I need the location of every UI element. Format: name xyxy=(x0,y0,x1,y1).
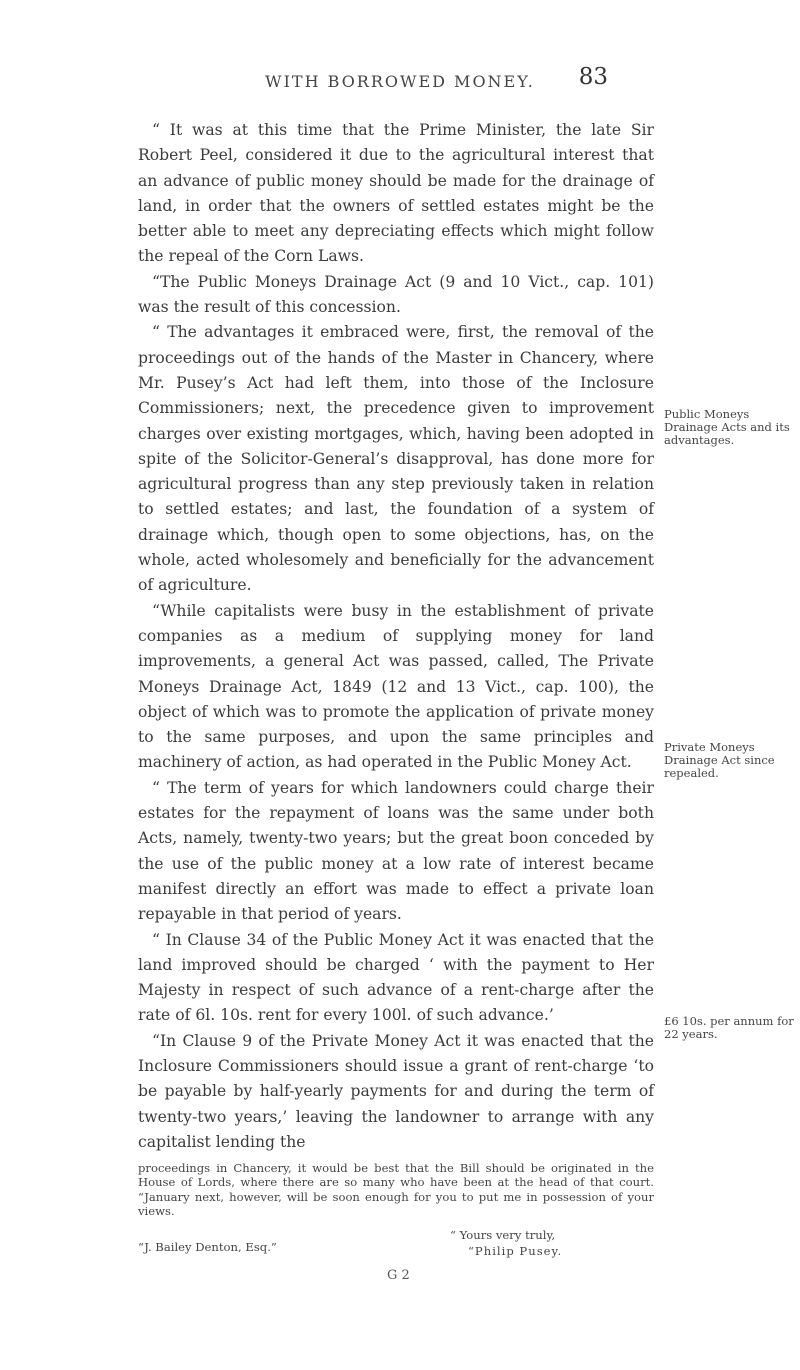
paragraph: “ It was at this time that the Prime Minister, the late Sir Robert Peel, considered it due to the agricultural interest that an advance of public money should be made for the drainage of land, in order that the owners of settled estates might be the better able to meet any depreciating effects which might follow the repeal of the Corn Laws. xyxy=(138,121,654,266)
paragraph: “ The term of years for which landowners could charge their estates for the repayment of loans was the same under both Acts, namely, twenty-two years; but the great boon conceded by the use of the public money at a low rate of interest became manifest directly an effort was made to effect a private loan repayable in that period of years. xyxy=(138,778,654,924)
footnote-text: proceedings in Chancery, it would be best that the Bill should be originated in the House of Lords, where there are so many who have been at the head of that court. “January next, however, will be soon enough for you to put me in possession of your views. xyxy=(138,1161,654,1219)
paragraph: “ The advantages it embraced were, first, the removal of the proceedings out of the hands of the Master in Chancery, where Mr. Pusey’s Act had left them, into those of the Inclosure Commissioners; next, the precedence given to improvement charges over existing mortgages, which, having been adopted in spite of the Solicitor-General’s disapproval, has done more for agricultural progress than any step previously taken in relation to settled estates; and last, the foundation of a system of drainage which, though open to some objections, has, on the whole, acted wholesomely and beneficially for the advancement of agriculture. xyxy=(138,323,654,595)
printer-signature-mark: G 2 xyxy=(387,1268,410,1283)
paragraph: “ In Clause 34 of the Public Money Act it was enacted that the land improved should be charged ‘ with the payment to Her Majesty in respect of such advance of a rent-charge after the rate of 6l. 10s. rent for every 100l. of such advance.’ xyxy=(138,930,654,1025)
page-number: 83 xyxy=(578,64,608,90)
footnote xyxy=(138,1161,654,1219)
signature: “Philip Pusey. xyxy=(468,1244,563,1258)
main-text xyxy=(138,118,654,1155)
running-head xyxy=(0,64,800,94)
paragraph: “While capitalists were busy in the establishment of private companies as a medium of supplying money for land improvements, a general Act was passed, called, The Private Moneys Drainage Act, 1849 (12 and 13 Vict., cap. 100), the object of which was to promote the application of private money to the same purposes, and upon the same principles and machinery of action, as had operated in the Public Money Act. xyxy=(138,601,654,772)
margin-note-private-moneys: Private Moneys Drainage Act since repealed. xyxy=(664,740,775,780)
paragraph: “The Public Moneys Drainage Act (9 and 10 Vict., cap. 101) was the result of this concession. xyxy=(138,272,654,317)
addressee: “J. Bailey Denton, Esq.” xyxy=(138,1240,277,1254)
margin-note-rent-charge: £6 10s. per annum for 22 years. xyxy=(664,1014,794,1041)
running-title: WITH BORROWED MONEY. xyxy=(265,72,535,91)
paragraph: “In Clause 9 of the Private Money Act it was enacted that the Inclosure Commissioners should issue a grant of rent-charge ‘to be payable by half-yearly payments for and during the term of twenty-two years,’ leaving the landowner to arrange with any capitalist lending the xyxy=(138,1031,654,1151)
closing: “ Yours very truly, xyxy=(450,1228,556,1242)
margin-note-public-moneys: Public Moneys Drainage Acts and its advantages. xyxy=(664,407,790,447)
